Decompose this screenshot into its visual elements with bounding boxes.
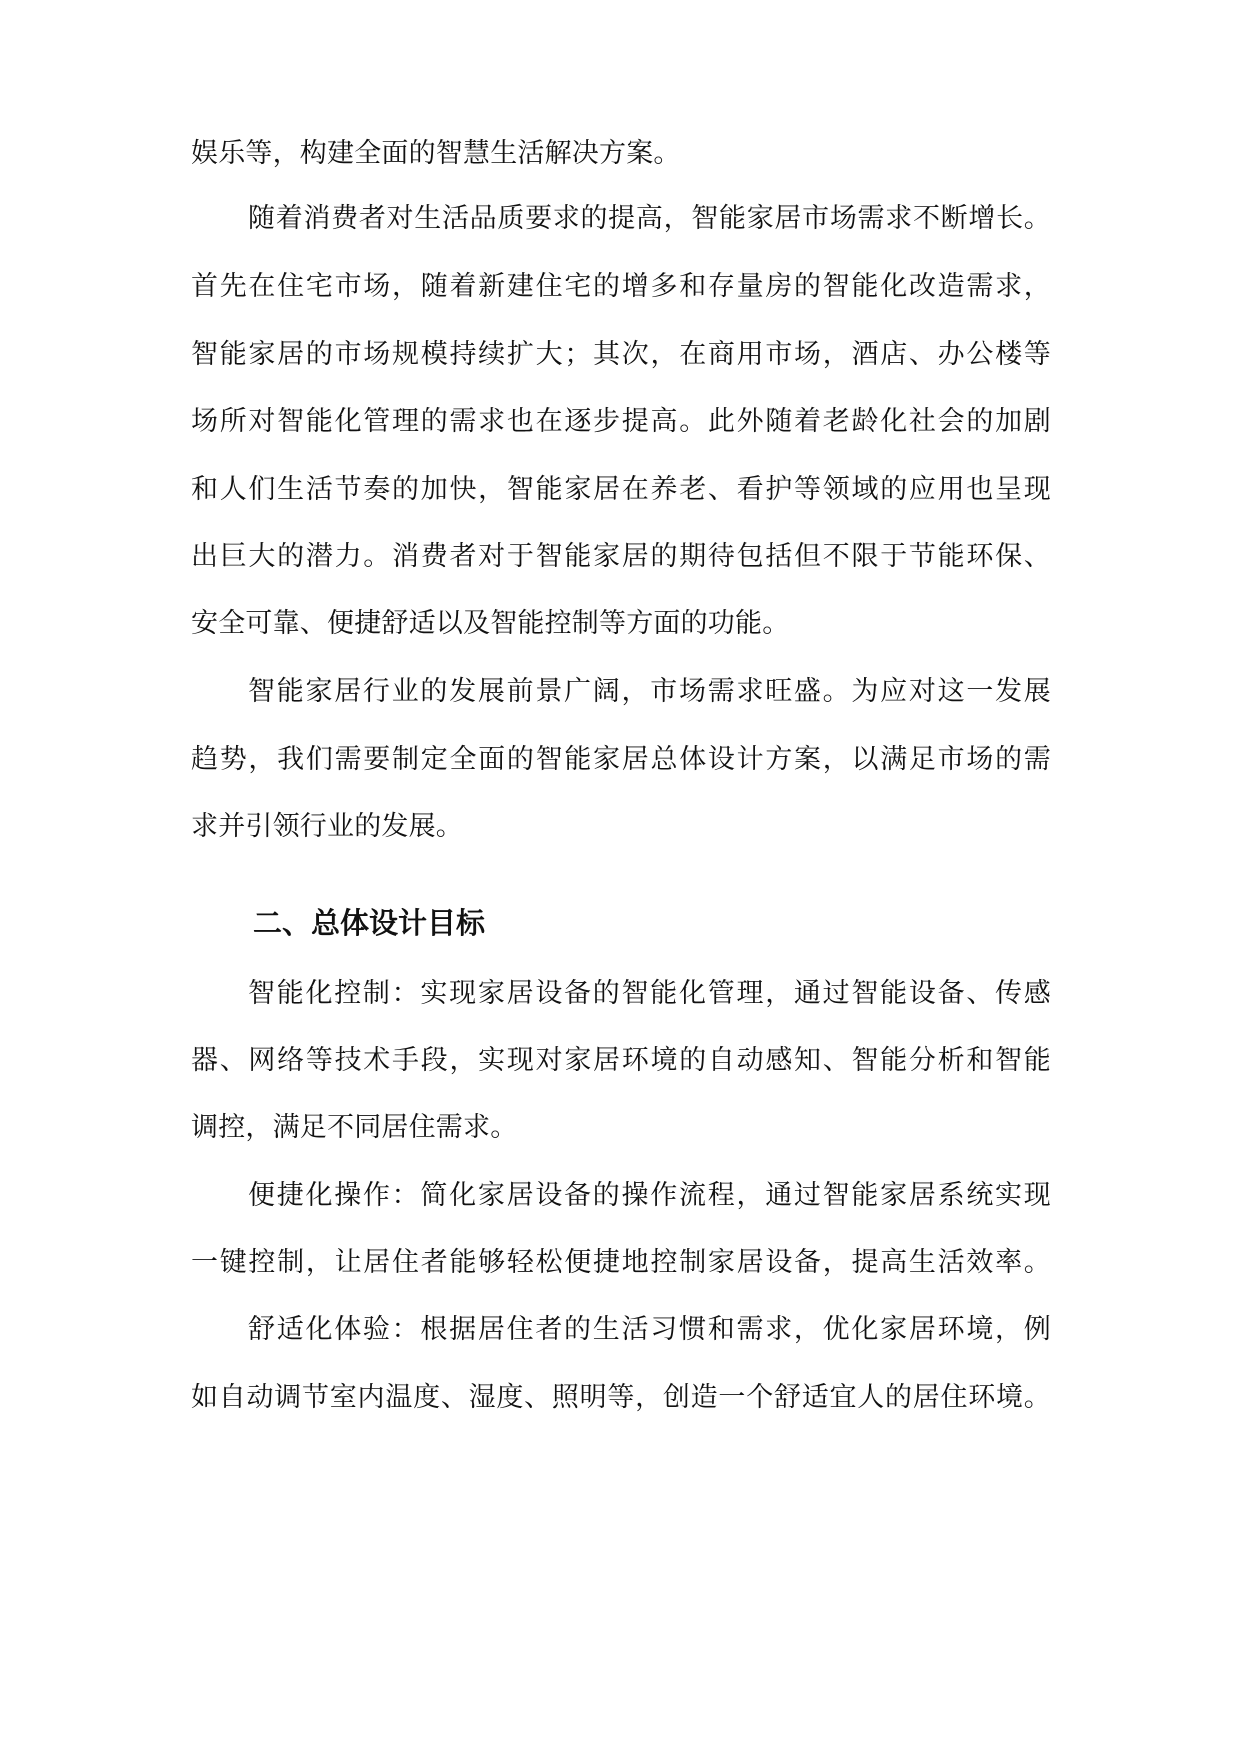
text-line: 首先在住宅市场，随着新建住宅的增多和存量房的智能化改造需求， bbox=[191, 271, 1051, 302]
text-line: 舒适化体验：根据居住者的生活习惯和需求，优化家居环境，例 bbox=[248, 1314, 1051, 1345]
text-line: 安全可靠、便捷舒适以及智能控制等方面的功能。 bbox=[191, 608, 790, 639]
text-line: 智能家居的市场规模持续扩大；其次，在商用市场，酒店、办公楼等 bbox=[191, 339, 1051, 370]
text-line: 便捷化操作：简化家居设备的操作流程，通过智能家居系统实现 bbox=[248, 1180, 1051, 1211]
text-line: 和人们生活节奏的加快，智能家居在养老、看护等领域的应用也呈现 bbox=[191, 474, 1051, 505]
text-line: 娱乐等，构建全面的智慧生活解决方案。 bbox=[191, 138, 681, 169]
text-line: 求并引领行业的发展。 bbox=[191, 811, 463, 842]
section-heading: 二、总体设计目标 bbox=[253, 906, 486, 940]
text-line: 调控，满足不同居住需求。 bbox=[191, 1112, 518, 1143]
text-line: 智能家居行业的发展前景广阔，市场需求旺盛。为应对这一发展 bbox=[248, 676, 1051, 707]
text-line: 趋势，我们需要制定全面的智能家居总体设计方案，以满足市场的需 bbox=[191, 744, 1051, 775]
text-line: 随着消费者对生活品质要求的提高，智能家居市场需求不断增长。 bbox=[248, 203, 1051, 234]
text-line: 一键控制，让居住者能够轻松便捷地控制家居设备，提高生活效率。 bbox=[191, 1247, 1051, 1278]
text-line: 器、网络等技术手段，实现对家居环境的自动感知、智能分析和智能 bbox=[191, 1045, 1051, 1076]
text-line: 智能化控制：实现家居设备的智能化管理，通过智能设备、传感 bbox=[248, 978, 1051, 1009]
text-line: 如自动调节室内温度、湿度、照明等，创造一个舒适宜人的居住环境。 bbox=[191, 1382, 1051, 1413]
text-line: 场所对智能化管理的需求也在逐步提高。此外随着老龄化社会的加剧 bbox=[191, 406, 1051, 437]
text-line: 出巨大的潜力。消费者对于智能家居的期待包括但不限于节能环保、 bbox=[191, 541, 1051, 572]
